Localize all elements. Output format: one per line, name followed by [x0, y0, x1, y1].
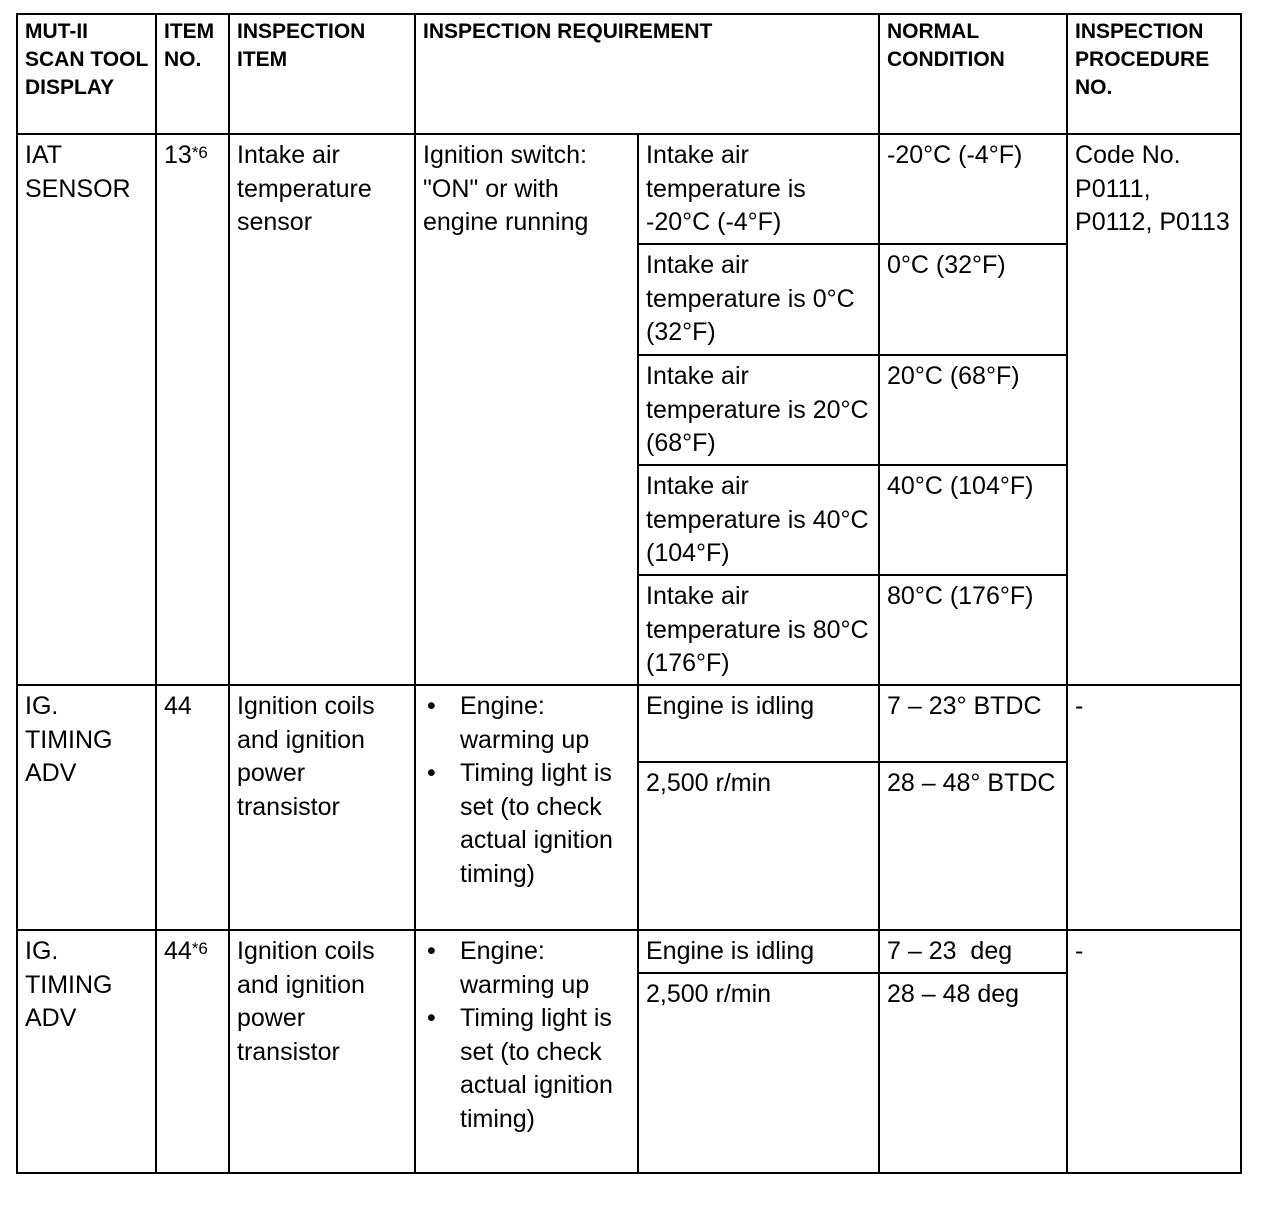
requirement-list: [423, 690, 631, 891]
inspection-item-cell: Ignition coils and ignition power transistor: [229, 685, 415, 930]
condition-cell: Engine is idling: [638, 930, 879, 973]
condition-cell: Engine is idling: [638, 685, 879, 762]
item-no: 44: [164, 692, 192, 720]
item-no: 44: [164, 937, 192, 965]
header-normal-condition: NORMAL CONDITION: [879, 14, 1067, 134]
table-row: [17, 685, 1241, 762]
condition-cell: Intake air temperature is 0°C (32°F): [638, 244, 879, 355]
header-inspection-item: INSPECTION ITEM: [229, 14, 415, 134]
table-row: [17, 134, 1241, 244]
normal-cell: 7 – 23° BTDC: [879, 685, 1067, 762]
item-no-cell: [156, 134, 229, 685]
list-item: • Timing light is set (to check actual ignition timing): [460, 757, 631, 891]
condition-cell: Intake air temperature is -20°C (-4°F): [638, 134, 879, 244]
condition-cell: 2,500 r/min: [638, 762, 879, 930]
normal-cell: -20°C (-4°F): [879, 134, 1067, 244]
condition-cell: Intake air temperature is 80°C (176°F): [638, 575, 879, 685]
condition-cell: Intake air temperature is 40°C (104°F): [638, 465, 879, 575]
requirement-cell: [415, 685, 638, 930]
header-requirement: INSPECTION REQUIREMENT: [415, 14, 879, 134]
list-item: • Engine: warming up: [460, 690, 631, 757]
list-item: • Engine: warming up: [460, 935, 631, 1002]
requirement-list: [423, 935, 631, 1136]
procedure-cell: -: [1067, 930, 1241, 1173]
normal-cell: 7 – 23 deg: [879, 930, 1067, 973]
condition-cell: 2,500 r/min: [638, 973, 879, 1173]
table-row: [17, 930, 1241, 973]
header-row: [17, 14, 1241, 134]
requirement-cell: [415, 930, 638, 1173]
requirement-cell: Ignition switch: "ON" or with engine running: [415, 134, 638, 685]
normal-cell: 80°C (176°F): [879, 575, 1067, 685]
procedure-cell: Code No. P0111, P0112, P0113: [1067, 134, 1241, 685]
item-no-cell: [156, 930, 229, 1173]
item-no-footnote: *6: [191, 939, 208, 958]
header-item-no: ITEM NO.: [156, 14, 229, 134]
item-no-cell: [156, 685, 229, 930]
normal-cell: 28 – 48° BTDC: [879, 762, 1067, 930]
inspection-table: [16, 13, 1242, 1174]
header-display: MUT-II SCAN TOOL DISPLAY: [17, 14, 156, 134]
normal-cell: 40°C (104°F): [879, 465, 1067, 575]
normal-cell: 20°C (68°F): [879, 355, 1067, 465]
item-no-footnote: *6: [191, 143, 208, 162]
procedure-cell: -: [1067, 685, 1241, 930]
list-item: • Timing light is set (to check actual ignition timing): [460, 1002, 631, 1136]
normal-cell: 28 – 48 deg: [879, 973, 1067, 1173]
condition-cell: Intake air temperature is 20°C (68°F): [638, 355, 879, 465]
inspection-item-cell: Ignition coils and ignition power transistor: [229, 930, 415, 1173]
display-cell: IG. TIMING ADV: [17, 685, 156, 930]
display-cell: IG. TIMING ADV: [17, 930, 156, 1173]
header-procedure-no: INSPECTION PROCEDURE NO.: [1067, 14, 1241, 134]
display-cell: IAT SENSOR: [17, 134, 156, 685]
item-no: 13: [164, 141, 192, 169]
normal-cell: 0°C (32°F): [879, 244, 1067, 355]
inspection-item-cell: Intake air temperature sensor: [229, 134, 415, 685]
